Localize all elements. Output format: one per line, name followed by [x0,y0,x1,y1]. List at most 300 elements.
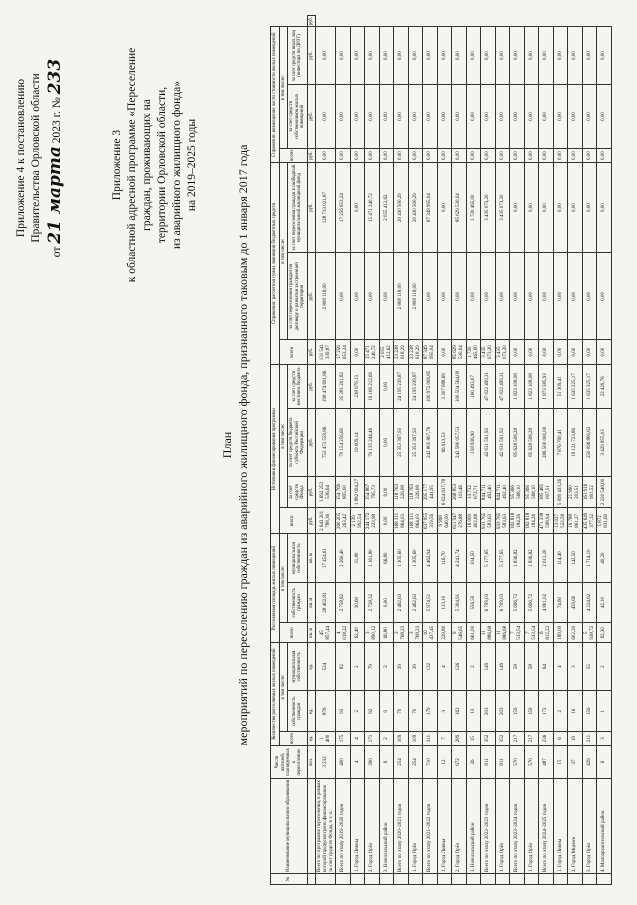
table-cell: 471 338 598,94 [539,508,554,534]
table-cell: 6 [553,732,568,746]
table-cell: 1 305,60 [394,534,409,582]
table-cell: 13 732 672,71 [466,476,481,508]
table-cell: 4 [350,732,365,746]
table-cell: 3 [568,642,583,690]
table-cell: 154 769 805,00 [336,476,351,508]
table-cell: 2 808 118,00 [394,253,409,340]
table-cell: 0,00 [524,162,539,252]
row-name-cell: 4. Малоархангельский район [597,779,612,874]
table-row [524,16,539,885]
row-name-cell: Всего по этапу 2020–2021 годов [394,779,409,874]
table-cell: 570 [510,746,525,779]
table-cell: 602,20 [568,623,583,642]
table-cell: 0,00 [568,149,583,163]
unit-cell: ед. [307,732,316,746]
appendix-line-1: Приложение 3 [111,129,123,201]
table-cell: 844 711 492,40 [481,476,496,508]
table-cell: 31,80 [350,534,365,582]
table-cell: 85 629 530,04 [452,340,467,364]
table-cell: 25 353 397,50 [394,408,409,476]
table-cell: 2 808 118,00 [408,253,423,340]
row-number-cell [553,874,568,885]
row-name-cell: 1. Город Орёл [524,779,539,874]
table-cell: 5 099 433,26 [553,476,568,508]
table-cell: 0,00 [597,162,612,252]
table-cell: 19 [568,732,583,746]
table-cell: 35 281 201,82 [336,364,351,408]
table-cell: 4 801,02 [539,582,554,623]
table-cell: 0,00 [408,27,423,84]
table-cell: 611 947 276,88 [452,508,467,534]
table-cell: 4 224,62 [582,582,597,623]
table-cell: 2 [553,691,568,732]
table-cell: 19 788 861,27 [568,508,583,534]
table-cell: 0,00 [539,27,554,84]
table-cell: 2 462,63 [408,582,423,623]
table-cell: 185 485 007,51 [539,476,554,508]
table-row [408,16,423,885]
table-cell: 0,00 [437,253,452,340]
th-rooms-owned: собственность граждан [288,691,308,732]
table-cell: 51 309,41 [553,364,568,408]
table-cell: 13 027 522,58 [553,508,568,534]
table-cell: 295 177 441,95 [423,476,438,508]
table-cell: 156 [582,691,597,732]
table-cell: 10 437,45 [423,623,438,642]
table-cell: 171 [365,732,380,746]
table-cell: 0,00 [423,84,438,148]
row-name-cell: 1. Город Ливны [350,779,365,874]
table-cell: 79 [365,642,380,690]
table-cell: 236 [539,732,554,746]
header-date-line: от 21 марта 2023 г. № 233 [44,58,65,258]
table-cell: 570 [524,746,539,779]
table-cell: 0,00 [524,84,539,148]
table-row [350,16,365,885]
table-cell: 0,00 [481,149,496,163]
table-cell: 161 916 991,52 [582,476,597,508]
table-cell: 0,00 [437,84,452,148]
table-cell: 198 474 691,86 [316,364,336,408]
table-cell: 95 366 568,10 [524,476,539,508]
row-number-cell [466,874,481,885]
table-cell: 0,00 [379,508,394,534]
table-cell: 114,40 [553,534,568,582]
table-cell: 0,00 [510,340,525,364]
th-reimb-total: всего [279,149,307,163]
table-cell: 142,50 [568,534,583,582]
table-cell: 15 [553,746,568,779]
table-cell: 3 435 073,20 [495,340,510,364]
row-name-cell: Всего по этапу 2024–2025 годов [539,779,554,874]
th-fin-fund: за счет средств Фонда [288,476,308,508]
table-cell: 126 [452,642,467,690]
table-cell: 2 220 546,00 [597,476,612,508]
table-cell: 710 [423,746,438,779]
th-area-total: всего [279,623,307,642]
table-cell: 1 836,82 [510,534,525,582]
table-cell: 66,80 [379,623,394,642]
table-cell: 149 [495,642,510,690]
table-cell: 0,00 [524,149,539,163]
table-cell: 0,00 [394,84,409,148]
table-cell: 23 238 618,29 [408,340,423,364]
table-cell: 0,00 [394,149,409,163]
table-cell: 250 096 860,63 [582,408,597,476]
appendix-line-5: из аварийного жилищного фонда» [170,81,183,249]
table-cell: 2 [379,732,394,746]
row-number-cell [394,874,409,885]
table-cell: 118 763 226,08 [408,476,423,508]
table-cell: 1 882 004,27 [350,476,365,508]
th-fin-local: за счет средств местного бюджета [288,364,308,408]
table-cell: 0,00 [379,476,394,508]
table-cell: 0,00 [495,149,510,163]
table-cell: 0,00 [539,253,554,340]
row-number-cell [379,874,394,885]
table-cell: 74,60 [553,582,568,623]
table-cell: 0,00 [582,253,597,340]
table-cell: 30,60 [350,582,365,623]
table-cell: 3 232 [316,746,336,779]
table-cell: 1 714,10 [582,534,597,582]
table-cell: 0,00 [336,149,351,163]
table-cell: 168 311 864,03 [394,508,409,534]
table-cell: 19 169 212,69 [365,364,380,408]
row-number-cell [365,874,380,885]
table-cell: 0,00 [524,253,539,340]
table-cell: 42 031 591,92 [481,408,496,476]
table-cell: 159 [510,691,525,732]
table-cell: 0,00 [481,253,496,340]
table-cell: 154 867 795,73 [365,476,380,508]
th-rooms: Количество расселяемых жилых помещений [271,642,280,745]
th-area: Расселяемая площадь жилых помещений [271,534,280,643]
table-cell: 0,00 [466,84,481,148]
table-cell: 42,10 [597,582,612,623]
table-cell: 182 818 184,26 [510,508,525,534]
table-cell: 128 733 021,87 [316,162,336,252]
table-cell: 19 009,14 [350,408,365,476]
table-cell: 0,00 [466,149,481,163]
table-cell: 487 [539,746,554,779]
table-cell: 0,00 [379,364,394,408]
row-number-cell [597,874,612,885]
table-row [423,16,438,885]
table-cell: 0,00 [524,27,539,84]
table-cell: 0,00 [379,408,394,476]
units-row [307,16,316,885]
table-cell: 0,00 [539,162,554,252]
table-row [481,16,496,885]
table-cell: 3 435 073,20 [481,162,496,252]
table-row [568,16,583,885]
row-name-cell: 2. Город Мценск [568,779,583,874]
th-reimbursement: Справочно: возмещение части стоимости жилых помещений [271,27,280,163]
table-cell: 70 154 256,60 [336,408,351,476]
table-cell: 12 [437,746,452,779]
row-name-cell: Всего по этапу 2021–2022 годов [423,779,438,874]
table-cell: 254 [394,746,409,779]
table-cell: 2 [350,642,365,690]
table-cell: 1 [597,691,612,732]
table-cell: 0,00 [350,340,365,364]
row-number-cell [423,874,438,885]
table-cell: 286 500 000,00 [539,408,554,476]
unit-cell: кв. м [307,582,316,623]
row-number-cell [452,874,467,885]
row-name-cell: 3. Город Орёл [582,779,597,874]
table-cell: 0,00 [582,149,597,163]
table-cell: 0,00 [568,253,583,340]
table-row [452,16,467,885]
table-cell: 5 177,65 [495,534,510,582]
table-cell: 47 022 499,31 [481,364,496,408]
row-name-cell: 1. Город Орёл [408,779,423,874]
table-cell: 0,00 [316,149,336,163]
header-line-1: Приложение 4 к постановлению [15,78,27,238]
unit-cell: ед. [307,691,316,732]
table-cell: 66,80 [379,534,394,582]
th-fin-regional: за счет средств бюджета субъекта Российской Федерации [288,408,308,476]
table-cell: 39 [394,642,409,690]
table-cell: 16 009 402,68 [466,508,481,534]
appendix-line-6: на 2019–2025 годы [185,118,198,212]
table-cell: 3 768,23 [394,623,409,642]
table-cell: 3 768,23 [408,623,423,642]
table-cell: 0,00 [379,149,394,163]
table-cell: 311 [423,732,438,746]
table-cell: 4 462,94 [423,534,438,582]
table-cell: 37 [568,746,583,779]
table-cell: 0,00 [510,162,525,252]
table-cell: 2 [597,642,612,690]
table-cell: 0,00 [510,84,525,148]
table-cell: 0,00 [365,149,380,163]
table-cell: 16 [568,691,583,732]
table-cell: 0,00 [553,27,568,84]
th-reimb-other: за счет средств иных лиц (инвестора по ДРЗТ) [288,27,308,84]
table-cell: 0,00 [437,27,452,84]
table-cell: 28 402,83 [316,582,336,623]
th-name: Наименование муниципального образования [271,779,308,874]
table-cell: 6 [597,746,612,779]
unit-cell: руб. [307,162,316,252]
table-cell: 0,00 [597,253,612,340]
table-cell: 0,00 [394,27,409,84]
table-cell: 0,00 [379,27,394,84]
table-cell: 5 696,72 [510,582,525,623]
table-cell: 229,80 [437,623,452,642]
unit-cell: чел. [307,746,316,779]
appendix-block [110,30,200,300]
table-row [466,16,481,885]
table-cell: 109 [408,732,423,746]
table-cell: 933 765 583,63 [481,508,496,534]
table-cell: 19 121 723,86 [568,408,583,476]
table-cell: 24 195 239,87 [408,364,423,408]
table-cell: 11 886,68 [495,623,510,642]
table-cell: 390 [365,746,380,779]
table-cell: 85 628 508,28 [510,408,525,476]
table-cell: 189,00 [553,623,568,642]
table-cell: 2 [379,642,394,690]
table-cell: 1 260,40 [336,534,351,582]
document-title [220,45,251,845]
table-cell: 6 709,03 [495,582,510,623]
table-cell: 0,00 [597,340,612,364]
table-cell: 1 400 [316,732,336,746]
table-cell: 0,00 [553,253,568,340]
table-cell: 2 643 201 788,36 [316,508,336,534]
table-cell: 0,00 [437,340,452,364]
table-row [379,16,394,885]
th-ref-free: за счет переселения граждан в свободный муниципальный жилищный фонд [288,162,308,252]
table-cell: 0,00 [539,84,554,148]
table-cell: 93 [336,691,351,732]
row-number-cell [408,874,423,885]
table-cell: 9 546,65 [452,623,467,642]
table-cell: 1 873 585,93 [539,364,554,408]
table-cell: 15 471 240,72 [365,340,380,364]
table-cell: 26 [466,746,481,779]
handwritten-date: 21 марта [44,146,65,244]
table-cell: 0,00 [466,253,481,340]
th-area-incl: в том числе: [279,534,288,623]
table-cell: 5 696,72 [524,582,539,623]
table-cell: 6 709,03 [481,582,496,623]
table-cell: 2 011,20 [539,534,554,582]
table-cell: 0,00 [336,253,351,340]
table-cell: 0,00 [423,149,438,163]
table-cell: 352 [495,732,510,746]
table-cell: 2 808 118,00 [316,253,336,340]
table-cell: 1 720 465,00 [466,340,481,364]
table-cell: 0,00 [350,27,365,84]
unit-cell: руб. [307,16,316,27]
table-cell: 0,00 [582,27,597,84]
table-cell: 2 055 412,62 [379,340,394,364]
table-cell: 25 353 397,50 [408,408,423,476]
table-cell: 217 [510,732,525,746]
table-row [495,16,510,885]
resolution-header [14,28,66,288]
row-name-cell: 3. Новосильский район [466,779,481,874]
table-row [394,16,409,885]
table-cell: 844 711 492,40 [495,476,510,508]
table-cell: 0,00 [568,340,583,364]
table-cell: 0,00 [452,84,467,148]
table-cell: 85 629 530,04 [452,162,467,252]
row-number-cell [481,874,496,885]
table-cell: 70 [408,691,423,732]
table-cell: 211 [582,732,597,746]
row-number-cell [437,874,452,885]
table-cell: 55 [582,642,597,690]
unit-cell: руб. [307,408,316,476]
table-cell: 752 473 559,86 [316,408,336,476]
table-row [597,16,612,885]
table-cell: 20 430 500,29 [394,162,409,252]
table-cell: 64 [539,642,554,690]
table-cell: 5 304,91 [452,582,467,623]
table-cell: 47 022 499,31 [495,364,510,408]
table-cell: 637 955 319,56 [423,508,438,534]
table-cell: 1 836,82 [524,534,539,582]
table-cell: 2 462,63 [394,582,409,623]
plan-table-body [316,16,612,885]
unit-cell: кв. м [307,534,316,582]
row-name-cell: Всего по этапу 2023–2024 годов [510,779,525,874]
row-name-cell: 1. Город Ливны [437,779,452,874]
table-cell: 85 628 508,28 [524,408,539,476]
table-cell: 0,00 [350,149,365,163]
table-cell: 0,00 [582,84,597,148]
table-cell: 1 635 325,17 [582,364,597,408]
table-cell: 15 [466,732,481,746]
table-cell: 5 974,51 [423,582,438,623]
table-cell: 0,00 [539,340,554,364]
table-cell: 0,00 [452,253,467,340]
table-cell: 179 [423,691,438,732]
table-cell: 0,00 [408,149,423,163]
table-cell: 109 [394,732,409,746]
table-cell: 0,00 [568,27,583,84]
table-cell: 244 172 223,98 [365,508,380,534]
table-cell: 20 430 500,29 [408,162,423,252]
title-line-2: мероприятий по переселению граждан из аварийного жилищного фонда, признанного таковым до 1 января 2017 года [235,144,250,746]
table-cell: 62,40 [350,623,365,642]
table-cell: 0,00 [597,27,612,84]
table-cell: 6 [379,746,394,779]
table-cell: 3 435 073,20 [495,162,510,252]
table-cell: 23 238 618,29 [394,340,409,364]
table-cell: 459,60 [568,582,583,623]
table-cell: 7 533,54 [510,623,525,642]
table-cell: 0,00 [379,84,394,148]
table-cell: 0,00 [365,253,380,340]
table-cell: 0,00 [350,162,365,252]
th-financing: Источники финансирования программы [271,364,280,534]
table-cell: 82 [336,642,351,690]
th-ref-total: всего [279,340,307,364]
table-cell: 4 [437,642,452,690]
table-cell: 58 [524,642,539,690]
unit-cell: кв. м [307,623,316,642]
table-cell: 11 886,68 [481,623,496,642]
row-number-cell [495,874,510,885]
table-cell: 260 205 263,42 [336,508,351,534]
th-rooms-incl: в том числе: [279,642,288,731]
unit-cell: руб. [307,253,316,340]
table-cell: 95 366 568,10 [510,476,525,508]
table-cell: 672 [452,746,467,779]
table-cell: 58 [510,642,525,690]
th-reimb-incl: в том числе: [279,27,288,149]
table-cell: 24 195 239,87 [394,364,409,408]
table-cell: 100 504 564,09 [452,364,467,408]
table-cell: 242 805 807,76 [423,408,438,476]
table-cell: 116,70 [437,534,452,582]
th-no: № [271,874,308,885]
table-cell: 92 [365,691,380,732]
row-name-cell: 2. Город Орёл [452,779,467,874]
table-cell: 87 349 995,04 [423,340,438,364]
table-row [510,16,525,885]
unit-cell: руб. [307,508,316,534]
table-row [539,16,554,885]
table-cell: 0,00 [524,340,539,364]
